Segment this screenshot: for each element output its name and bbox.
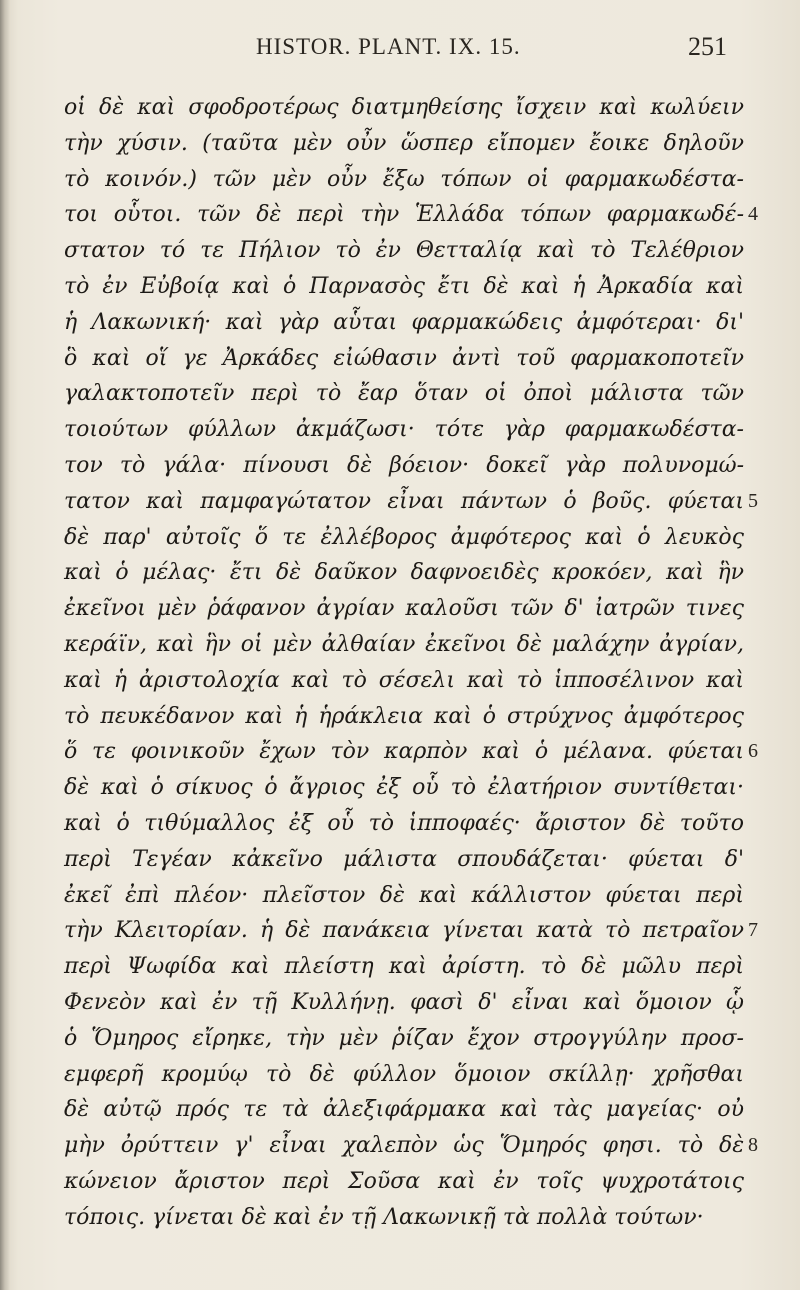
text-line: γαλακτοποτεῖν περὶ τὸ ἔαρ ὅταν οἱ ὀποὶ μάλιστα τῶν <box>64 381 744 407</box>
text-line: τὴν χύσιν. (ταῦτα μὲν οὖν ὥσπερ εἴπομεν ἔοικε δηλοῦν <box>64 130 744 156</box>
text-line: τον τὸ γάλα· πίνουσι δὲ βόειον· δοκεῖ γὰρ πολυνομώ- <box>64 452 744 478</box>
text-line: οἱ δὲ καὶ σφοδροτέρως διατμηθείσης ἴσχειν καὶ κωλύειν <box>64 95 744 120</box>
text-line: τὸ ἐν Εὐβοίᾳ καὶ ὁ Παρνασὸς ἔτι δὲ καὶ ἡ Ἀρκαδία καὶ <box>64 273 744 299</box>
section-number: 7 <box>748 919 758 942</box>
text-line: καὶ ἡ ἀριστολοχία καὶ τὸ σέσελι καὶ τὸ ἱπποσέλινον καὶ <box>64 667 744 693</box>
running-head: HISTOR. PLANT. IX. 15. <box>256 34 521 59</box>
text-line: δὲ παρ' αὐτοῖς ὅ τε ἐλλέβορος ἀμφότερος καὶ ὁ λευκὸς <box>64 524 744 550</box>
text-line: περὶ Τεγέαν κἀκεῖνο μάλιστα σπουδάζεται· φύεται δ' <box>64 846 744 872</box>
text-line: εμφερῆ κρομύῳ τὸ δὲ φύλλον ὅμοιον σκίλλῃ· χρῆσθαι <box>64 1061 744 1087</box>
text-line: ἐκεῖ ἐπὶ πλέον· πλεῖστον δὲ καὶ κάλλιστον φύεται περὶ <box>64 882 744 908</box>
text-line: τὸ πευκέδανον καὶ ἡ ἡράκλεια καὶ ὁ στρύχνος ἀμφότερος <box>64 703 744 729</box>
text-line: τόποις. γίνεται δὲ καὶ ἐν τῇ Λακωνικῇ τὰ πολλὰ τούτων· <box>64 1204 704 1230</box>
text-line: στατον τό τε Πήλιον τὸ ἐν Θετταλίᾳ καὶ τὸ Τελέθριον <box>64 238 744 264</box>
text-line: καὶ ὁ μέλας· ἔτι δὲ δαῦκον δαφνοειδὲς κροκόεν, καὶ ἣν <box>64 560 744 586</box>
text-line: ἐκεῖνοι μὲν ῥάφανον ἀγρίαν καλοῦσι τῶν δ' ἰατρῶν τινες <box>64 596 744 622</box>
text-line: δὲ αὐτῷ πρός τε τὰ ἀλεξιφάρμακα καὶ τὰς μαγείας· οὐ <box>64 1097 744 1123</box>
spine-shadow <box>0 0 10 1290</box>
text-line: τοιούτων φύλλων ἀκμάζωσι· τότε γὰρ φαρμακωδέστα- <box>64 417 744 443</box>
text-line: τὸ κοινόν.) τῶν μὲν οὖν ἔξω τόπων οἱ φαρμακωδέστα- <box>64 166 744 192</box>
text-line: περὶ Ψωφίδα καὶ πλείστη καὶ ἀρίστη. τὸ δὲ μῶλυ περὶ <box>64 954 744 980</box>
text-line: ἡ Λακωνική· καὶ γὰρ αὗται φαρμακώδεις ἀμφότεραι· δι' <box>64 309 744 335</box>
text-line: Φενεὸν καὶ ἐν τῇ Κυλλήνῃ. φασὶ δ' εἶναι καὶ ὅμοιον ᾧ <box>64 989 744 1015</box>
text-line: τατον καὶ παμφαγώτατον εἶναι πάντων ὁ βοῦς. φύεται <box>64 488 744 514</box>
section-number: 8 <box>748 1134 758 1157</box>
text-line: καὶ ὁ τιθύμαλλος ἐξ οὗ τὸ ἱπποφαές· ἄριστον δὲ τοῦτο <box>64 810 744 836</box>
section-number: 6 <box>748 740 758 763</box>
text-line: κεράϊν, καὶ ἣν οἱ μὲν ἀλθαίαν ἐκεῖνοι δὲ μαλάχην ἀγρίαν, <box>64 631 744 657</box>
text-line: τοι οὗτοι. τῶν δὲ περὶ τὴν Ἑλλάδα τόπων φαρμακωδέ- <box>64 202 744 228</box>
section-number: 5 <box>748 489 758 512</box>
page-header <box>0 30 800 66</box>
text-line: μὴν ὀρύττειν γ' εἶναι χαλεπὸν ὡς Ὅμηρός φησι. τὸ δὲ <box>64 1133 744 1159</box>
section-number: 4 <box>748 203 758 226</box>
text-line: ὃ καὶ οἵ γε Ἀρκάδες εἰώθασιν ἀντὶ τοῦ φαρμακοποτεῖν <box>64 345 744 371</box>
text-line: τὴν Κλειτορίαν. ἡ δὲ πανάκεια γίνεται κατὰ τὸ πετραῖον <box>64 918 744 944</box>
page-number: 251 <box>688 32 727 61</box>
text-line: ὁ Ὅμηρος εἴρηκε, τὴν μὲν ῥίζαν ἔχον στρογγύλην προσ- <box>64 1025 744 1051</box>
text-line: κώνειον ἄριστον περὶ Σοῦσα καὶ ἐν τοῖς ψυχροτάτοις <box>64 1168 744 1194</box>
text-line: ὅ τε φοινικοῦν ἔχων τὸν καρπὸν καὶ ὁ μέλανα. φύεται <box>64 739 744 765</box>
text-line: δὲ καὶ ὁ σίκυος ὁ ἄγριος ἐξ οὗ τὸ ἐλατήριον συντίθεται· <box>64 775 744 801</box>
greek-text-body <box>64 90 744 1236</box>
